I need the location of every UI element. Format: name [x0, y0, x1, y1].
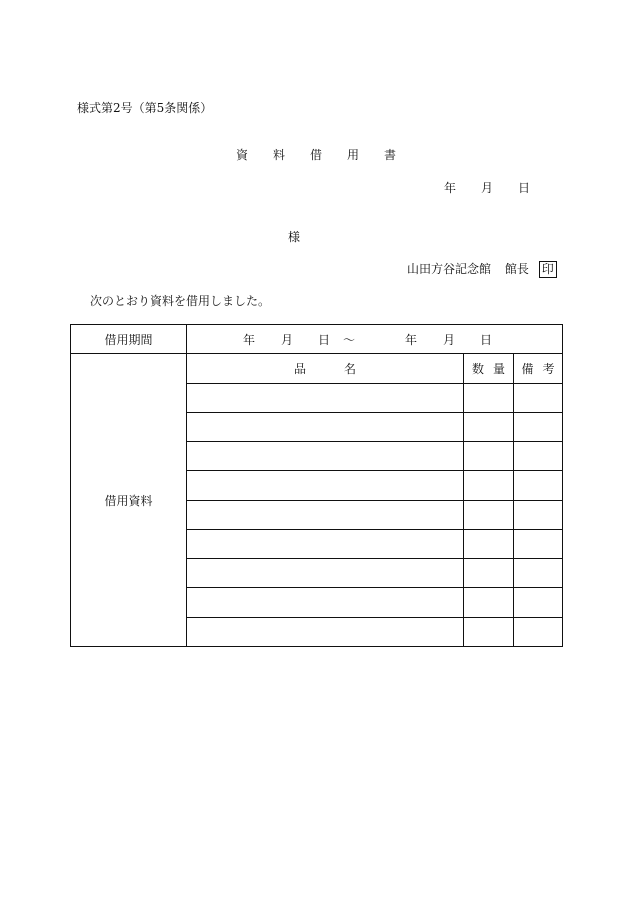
- header-char: 品: [293, 361, 306, 376]
- period-month: 月: [281, 332, 294, 347]
- date-day-field[interactable]: 日: [518, 181, 531, 195]
- period-tilde: 〜: [343, 332, 356, 347]
- period-day: 日: [318, 332, 331, 347]
- document-title: [236, 146, 396, 163]
- issuer-role: 館長: [504, 262, 529, 276]
- header-quantity: [464, 354, 514, 383]
- item-quantity-cell[interactable]: [464, 383, 514, 412]
- title-char: 資: [236, 148, 249, 162]
- item-remarks-cell[interactable]: [514, 529, 563, 558]
- item-remarks-cell[interactable]: [514, 471, 563, 500]
- item-quantity-cell[interactable]: [464, 500, 514, 529]
- item-remarks-cell[interactable]: [514, 559, 563, 588]
- item-remarks-cell[interactable]: [514, 617, 563, 646]
- item-remarks-cell[interactable]: [514, 500, 563, 529]
- item-remarks-cell[interactable]: [514, 383, 563, 412]
- title-char: 料: [273, 148, 286, 162]
- header-char: 量: [493, 361, 506, 376]
- item-name-cell[interactable]: [187, 471, 464, 500]
- title-char: 借: [310, 148, 323, 162]
- period-year: 年: [243, 332, 256, 347]
- title-char: 書: [384, 148, 397, 162]
- period-year-end: 年: [405, 332, 418, 347]
- item-quantity-cell[interactable]: [464, 588, 514, 617]
- period-row: [71, 325, 563, 354]
- item-quantity-cell[interactable]: [464, 617, 514, 646]
- issuer-line: [407, 260, 557, 278]
- item-quantity-cell[interactable]: [464, 471, 514, 500]
- header-char: 名: [344, 361, 357, 376]
- materials-label: 借用資料: [71, 354, 187, 647]
- header-item-name: [187, 354, 464, 383]
- period-month-end: 月: [443, 332, 456, 347]
- header-char: 数: [471, 361, 484, 376]
- issuer-name: 山田方谷記念館: [407, 262, 492, 276]
- item-remarks-cell[interactable]: [514, 442, 563, 471]
- item-name-cell[interactable]: [187, 559, 464, 588]
- item-remarks-cell[interactable]: [514, 588, 563, 617]
- item-name-cell[interactable]: [187, 588, 464, 617]
- item-name-cell[interactable]: [187, 529, 464, 558]
- date-year-field[interactable]: 年: [444, 181, 457, 195]
- item-name-cell[interactable]: [187, 412, 464, 441]
- period-value-field[interactable]: [187, 325, 563, 354]
- period-day-end: 日: [480, 332, 493, 347]
- header-char: 備: [521, 361, 534, 376]
- addressee-field[interactable]: 様: [288, 230, 301, 244]
- item-quantity-cell[interactable]: [464, 529, 514, 558]
- item-name-cell[interactable]: [187, 383, 464, 412]
- header-remarks: [514, 354, 563, 383]
- item-quantity-cell[interactable]: [464, 412, 514, 441]
- item-name-cell[interactable]: [187, 442, 464, 471]
- item-quantity-cell[interactable]: [464, 559, 514, 588]
- seal-stamp: 印: [539, 261, 557, 278]
- item-name-cell[interactable]: [187, 617, 464, 646]
- header-row: [71, 354, 563, 383]
- item-quantity-cell[interactable]: [464, 442, 514, 471]
- form-number: 様式第2号（第5条関係）: [77, 101, 213, 115]
- item-remarks-cell[interactable]: [514, 412, 563, 441]
- intro-text: 次のとおり資料を借用しました。: [90, 294, 271, 308]
- date-line: [444, 179, 530, 196]
- item-name-cell[interactable]: [187, 500, 464, 529]
- date-month-field[interactable]: 月: [481, 181, 494, 195]
- period-label: 借用期間: [71, 325, 187, 354]
- header-char: 考: [542, 361, 555, 376]
- loan-table: [70, 324, 563, 647]
- title-char: 用: [347, 148, 360, 162]
